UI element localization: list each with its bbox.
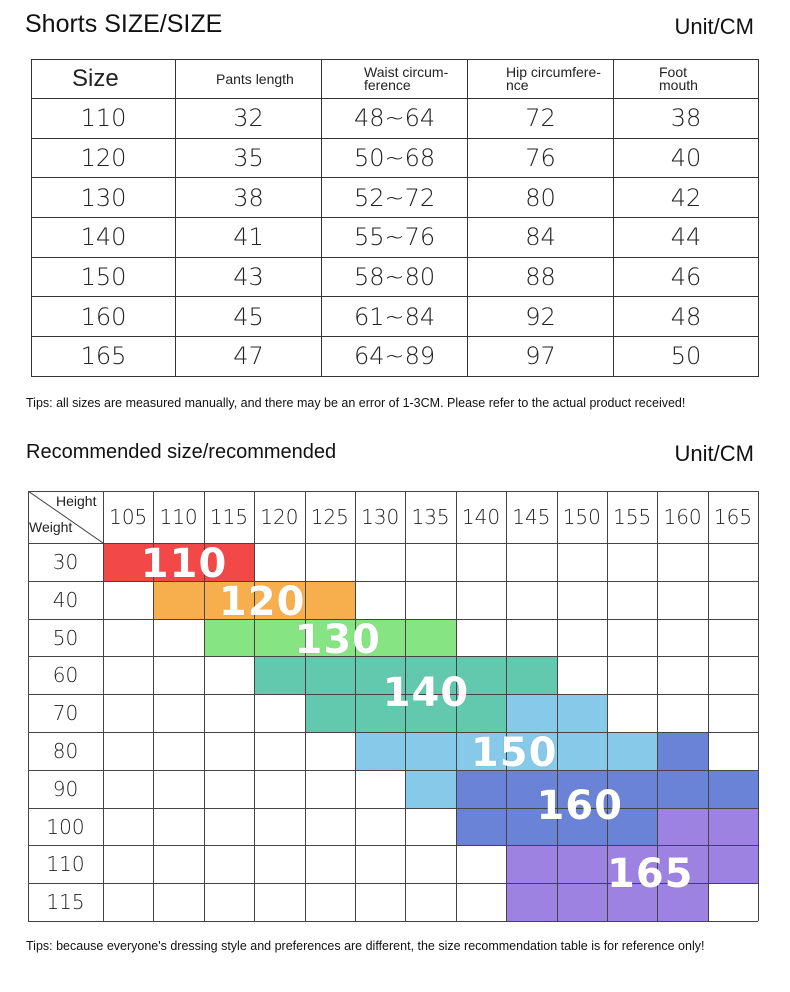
size-table-cell: 50~68: [322, 138, 468, 178]
grid-line-vertical: [506, 491, 507, 921]
recommend-unit: Unit/CM: [674, 441, 754, 466]
size-zone-cell-160: [657, 732, 708, 770]
weight-label: 30: [52, 550, 79, 574]
height-label: 160: [663, 505, 702, 529]
size-table-cell: 76: [468, 138, 614, 178]
size-table-cell: 160: [32, 297, 176, 337]
size-zone-cell-165: [557, 883, 608, 921]
size-chart-tips: Tips: all sizes are measured manually, and there may be an error of 1-3CM. Please refer to the actual product received!: [26, 396, 686, 410]
size-table-header-cell: Waist circum- ference: [322, 60, 468, 99]
weight-label: 80: [52, 739, 79, 763]
size-table-header-cell: Foot mouth: [614, 60, 759, 99]
size-zone-label-140: 140: [382, 669, 470, 716]
size-table-cell: 45: [176, 297, 322, 337]
size-table-header-cell: Size: [32, 60, 176, 99]
size-zone-cell-150: [557, 732, 608, 770]
size-table-cell: 46: [614, 257, 759, 297]
weight-label: 70: [52, 701, 79, 726]
size-zone-label-110: 110: [140, 541, 228, 587]
size-zone-cell-160: [456, 808, 507, 846]
size-table-cell: 38: [614, 99, 759, 139]
recommend-tips: Tips: because everyone's dressing style and preferences are different, the size recommendation table is for reference only!: [26, 939, 705, 953]
size-table-cell: 140: [32, 218, 176, 258]
grid-line-vertical: [708, 491, 709, 921]
size-table-cell: 40: [614, 138, 759, 178]
size-table-cell: 88: [468, 257, 614, 297]
grid-line-horizontal: [28, 581, 758, 582]
height-label: 140: [461, 505, 501, 529]
size-table-cell: 84: [468, 218, 614, 258]
size-table-cell: 48: [614, 297, 759, 337]
size-table-cell: 55~76: [322, 218, 468, 258]
grid-line-horizontal: [28, 732, 758, 733]
height-label: 155: [613, 505, 652, 529]
size-table-cell: 41: [176, 218, 322, 258]
size-table-row: [32, 218, 759, 258]
size-table-cell: 38: [176, 178, 322, 218]
size-zone-cell-160: [657, 770, 708, 808]
size-zone-cell-160: [708, 770, 759, 808]
size-table-header-row: [32, 60, 759, 99]
size-table-cell: 92: [468, 297, 614, 337]
size-table-cell: 35: [176, 138, 322, 178]
height-label: 135: [411, 505, 450, 529]
size-table-header-cell: Pants length: [176, 60, 322, 99]
size-chart-title: Shorts SIZE/SIZE: [25, 10, 223, 38]
size-table-row: [32, 138, 759, 178]
size-zone-cell-150: [557, 694, 608, 732]
weight-label: 115: [46, 890, 85, 915]
size-table-row: [32, 257, 759, 297]
weight-label: 110: [46, 852, 85, 877]
size-table-cell: 42: [614, 178, 759, 218]
size-table-cell: 120: [32, 138, 176, 178]
size-zone-cell-140: [506, 656, 557, 694]
size-table-cell: 150: [32, 257, 176, 297]
corner-height-label: Height: [56, 493, 97, 509]
grid-line-vertical: [103, 491, 104, 921]
size-table-cell: 72: [468, 99, 614, 139]
grid-line-horizontal: [28, 619, 758, 620]
size-table-cell: 61~84: [322, 297, 468, 337]
size-zone-label-130: 130: [294, 616, 382, 663]
size-zone-cell-150: [506, 694, 557, 732]
weight-label: 100: [46, 814, 85, 839]
size-zone-label-160: 160: [536, 782, 623, 829]
grid-line-vertical: [305, 491, 306, 921]
size-table-row: [32, 297, 759, 337]
grid-line-vertical: [758, 491, 759, 921]
size-table-header-cell: Hip circumfere- nce: [468, 60, 614, 99]
size-table-cell: 50: [614, 337, 759, 377]
size-zone-label-165: 165: [607, 850, 694, 897]
recommend-title: Recommended size/recommended: [26, 441, 337, 463]
height-label: 130: [361, 505, 400, 529]
height-label: 150: [562, 505, 601, 529]
size-table-row: [32, 337, 759, 377]
size-chart-unit: Unit/CM: [674, 14, 754, 39]
size-table-cell: 44: [614, 218, 759, 258]
grid-line-vertical: [557, 491, 558, 921]
height-label: 145: [512, 505, 551, 529]
weight-label: 40: [52, 587, 79, 612]
grid-line-horizontal: [28, 656, 758, 657]
height-label: 105: [109, 505, 148, 529]
recommend-grid: [28, 491, 758, 921]
grid-line-vertical: [355, 491, 356, 921]
size-table-row: [32, 178, 759, 218]
grid-line-vertical: [254, 491, 255, 921]
size-table-cell: 110: [32, 99, 176, 139]
size-table-cell: 47: [176, 337, 322, 377]
weight-label: 60: [52, 663, 79, 688]
size-zone-cell-150: [355, 732, 406, 770]
size-table-cell: 32: [176, 99, 322, 139]
grid-line-horizontal: [28, 770, 758, 771]
size-table-cell: 165: [32, 337, 176, 377]
size-table-cell: 64~89: [322, 337, 468, 377]
height-label: 115: [209, 505, 249, 529]
size-zone-cell-165: [557, 845, 608, 883]
weight-label: 90: [52, 776, 79, 801]
weight-label: 50: [52, 625, 79, 650]
size-table: [31, 59, 759, 377]
grid-line-horizontal: [28, 808, 758, 809]
size-table-cell: 58~80: [322, 257, 468, 297]
size-zone-label-150: 150: [470, 730, 558, 776]
size-table-cell: 52~72: [322, 178, 468, 218]
grid-line-horizontal: [28, 543, 758, 544]
grid-line-horizontal: [28, 491, 758, 492]
height-label: 125: [310, 505, 349, 529]
size-zone-cell-165: [708, 808, 759, 846]
grid-line-horizontal: [28, 845, 758, 846]
size-zone-cell-165: [506, 845, 557, 883]
size-table-cell: 43: [176, 257, 322, 297]
size-table-cell: 48~64: [322, 99, 468, 139]
size-zone-cell-120: [305, 581, 356, 619]
size-table-row: [32, 99, 759, 139]
size-table-cell: 80: [468, 178, 614, 218]
size-table-cell: 97: [468, 337, 614, 377]
height-label: 165: [713, 505, 753, 529]
height-label: 120: [260, 505, 299, 529]
height-label: 110: [159, 505, 198, 529]
size-zone-cell-140: [305, 694, 356, 732]
grid-line-horizontal: [28, 921, 758, 922]
size-zone-cell-130: [405, 619, 456, 657]
size-zone-cell-165: [657, 808, 708, 846]
size-zone-cell-165: [506, 883, 557, 921]
size-zone-cell-150: [405, 770, 456, 808]
size-zone-cell-165: [708, 845, 759, 883]
corner-weight-label: Weight: [29, 519, 73, 535]
size-zone-cell-150: [405, 732, 456, 770]
size-zone-cell-150: [607, 732, 658, 770]
size-table-cell: 130: [32, 178, 176, 218]
size-zone-label-120: 120: [218, 578, 306, 625]
